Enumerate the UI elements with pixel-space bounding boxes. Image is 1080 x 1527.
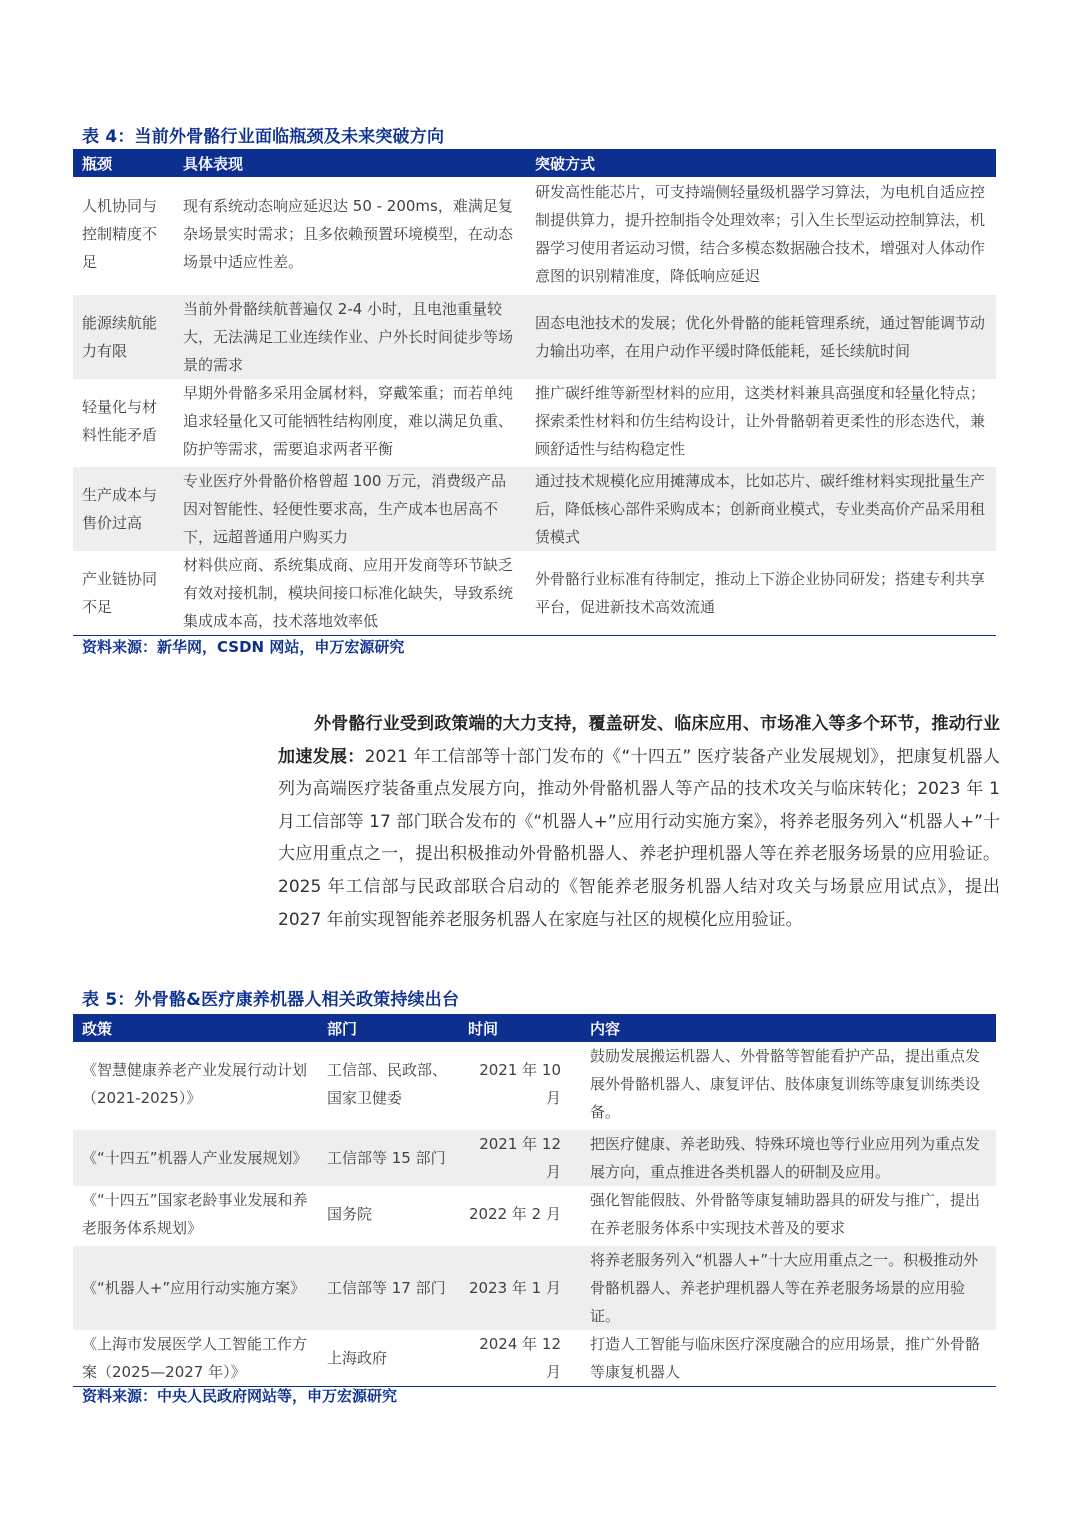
paragraph-body: 2021 年工信部等十部门发布的《“十四五” 医疗装备产业发展规划》，把康复机器人列为高端医疗装备重点发展方向，推动外骨骼机器人等产品的技术攻关与临床转化；2023 年 1 月工信部等 17 部门联合发布的《“机器人+”应用行动实施方案》，将养老服务列入“机器人+”十大应用重点之一，提出积极推动外骨骼机器人、养老护理机器人等在养老服务场景的应用验证。2025 年工信部与民政部联合启动的《智能养老服务机器人结对攻关与场景应用试点》，提出 2027 年前实现智能养老服务机器人在家庭与社区的规模化应用验证。 — [278, 746, 1001, 930]
table5-header-time: 时间 — [459, 1014, 581, 1042]
table5-cell: 《上海市发展医学人工智能工作方案（2025—2027 年）》 — [82, 1335, 308, 1381]
table5-cell: 将养老服务列入“机器人+”十大应用重点之一。积极推动外骨骼机器人、养老护理机器人等在养老服务场景的应用验证。 — [581, 1244, 996, 1330]
table-row — [73, 1128, 996, 1186]
table5-cell: 《“十四五”国家老龄事业发展和养老服务体系规划》 — [82, 1191, 308, 1237]
table5-header-policy: 政策 — [73, 1014, 318, 1042]
table5-cell: 2021 年 10 月 — [479, 1061, 561, 1107]
table-row — [73, 1244, 996, 1330]
table4-cell: 产业链协同不足 — [82, 570, 158, 616]
table5-cell: 鼓励发展搬运机器人、外骨骼等智能看护产品，提出重点发展外骨骼机器人、康复评估、肢体康复训练等康复训练类设备。 — [590, 1047, 981, 1121]
table4-header-solution: 突破方式 — [526, 149, 996, 177]
table5-caption: 表 5：外骨骼&医疗康养机器人相关政策持续出台 — [82, 990, 460, 1010]
table5-cell: 打造人工智能与临床医疗深度融合的应用场景，推广外骨骼等康复机器人 — [590, 1335, 981, 1381]
table4-source: 资料来源：新华网，CSDN 网站，申万宏源研究 — [82, 638, 405, 656]
table4-cell: 现有系统动态响应延迟达 50 - 200ms，难满足复杂场景实时需求；且多依赖预置环境模型，在动态场景中适应性差。 — [183, 197, 514, 271]
table5-cell: 上海政府 — [327, 1349, 388, 1367]
table4-cell: 人机协同与控制精度不足 — [82, 197, 158, 271]
table5-header-row — [73, 1014, 996, 1042]
table-row — [73, 1186, 996, 1244]
table4-cell: 固态电池技术的发展；优化外骨骼的能耗管理系统，通过智能调节动力输出功率，在用户动作平缓时降低能耗，延长续航时间 — [526, 293, 996, 379]
table4-cell: 外骨骼行业标准有待制定，推动上下游企业协同研发；搭建专利共享平台，促进新技术高效流通 — [535, 570, 986, 616]
table4-cell: 专业医疗外骨骼价格曾超 100 万元，消费级产品因对智能性、轻便性要求高，生产成本也居高不下，远超普通用户购买力 — [174, 465, 526, 551]
table4-header-row — [73, 149, 996, 177]
table4-cell: 能源续航能力有限 — [73, 293, 174, 379]
table5-header-content: 内容 — [581, 1014, 996, 1042]
table5-cell: 强化智能假肢、外骨骼等康复辅助器具的研发与推广，提出在养老服务体系中实现技术普及的要求 — [590, 1191, 981, 1237]
table4-cell: 通过技术规模化应用摊薄成本，比如芯片、碳纤维材料实现批量生产后，降低核心部件采购成本；创新商业模式，专业类高价产品采用租赁模式 — [526, 465, 996, 551]
table4-cell: 轻量化与材料性能矛盾 — [82, 398, 158, 444]
policy-paragraph — [278, 708, 1000, 936]
table4-cell: 当前外骨骼续航普遍仅 2-4 小时，且电池重量较大，无法满足工业连续作业、户外长时间徒步等场景的需求 — [174, 293, 526, 379]
table-row — [73, 465, 996, 551]
table4 — [73, 149, 996, 636]
table-row — [73, 293, 996, 379]
table-row — [73, 1330, 996, 1387]
table-row — [73, 379, 996, 465]
table-row — [73, 1042, 996, 1128]
table5-cell: 2024 年 12 月 — [479, 1335, 561, 1381]
table5-cell: 《“机器人+”应用行动实施方案》 — [73, 1244, 318, 1330]
table5-cell: 工信部等 15 部门 — [318, 1128, 459, 1186]
table-row — [73, 177, 996, 293]
table5-cell: 工信部、民政部、国家卫健委 — [327, 1061, 448, 1107]
table5-cell: 2021 年 12 月 — [459, 1128, 581, 1186]
table4-cell: 生产成本与售价过高 — [73, 465, 174, 551]
table4-cell: 早期外骨骼多采用金属材料，穿戴笨重；而若单纯追求轻量化又可能牺牲结构刚度，难以满足负重、防护等需求，需要追求两者平衡 — [183, 384, 514, 458]
table4-cell: 材料供应商、系统集成商、应用开发商等环节缺乏有效对接机制，模块间接口标准化缺失，导致系统集成成本高，技术落地效率低 — [183, 556, 514, 630]
table5-cell: 2022 年 2 月 — [468, 1205, 561, 1223]
table4-caption: 表 4：当前外骨骼行业面临瓶颈及未来突破方向 — [82, 127, 445, 147]
table5-cell: 2023 年 1 月 — [459, 1244, 581, 1330]
table-row — [73, 551, 996, 636]
table5-cell: 《智慧健康养老产业发展行动计划（2021-2025）》 — [82, 1061, 308, 1107]
table5-cell: 把医疗健康、养老助残、特殊环境也等行业应用列为重点发展方向，重点推进各类机器人的研制及应用。 — [581, 1128, 996, 1186]
table5-source: 资料来源：中央人民政府网站等，申万宏源研究 — [82, 1387, 398, 1405]
table4-header-symptom: 具体表现 — [174, 149, 526, 177]
table4-cell: 推广碳纤维等新型材料的应用，这类材料兼具高强度和轻量化特点；探索柔性材料和仿生结构设计，让外骨骼朝着更柔性的形态迭代，兼顾舒适性与结构稳定性 — [535, 384, 986, 458]
table5-cell: 工信部等 17 部门 — [318, 1244, 459, 1330]
table5-cell: 《“十四五”机器人产业发展规划》 — [73, 1128, 318, 1186]
table5 — [73, 1014, 996, 1387]
paragraph-lead: 外骨骼行业受到政策端的大力支持，覆盖研发、临床应用、市场准入等多个环节，推动行业加速发展： — [278, 714, 1000, 767]
table4-header-bottleneck: 瓶颈 — [73, 149, 174, 177]
table5-cell: 国务院 — [327, 1205, 373, 1223]
table4-cell: 研发高性能芯片，可支持端侧轻量级机器学习算法，为电机自适应控制提供算力，提升控制指令处理效率；引入生长型运动控制算法，机器学习使用者运动习惯，结合多模态数据融合技术，增强对人体动作意图的识别精准度，降低响应延迟 — [535, 183, 986, 285]
table5-header-department: 部门 — [318, 1014, 459, 1042]
